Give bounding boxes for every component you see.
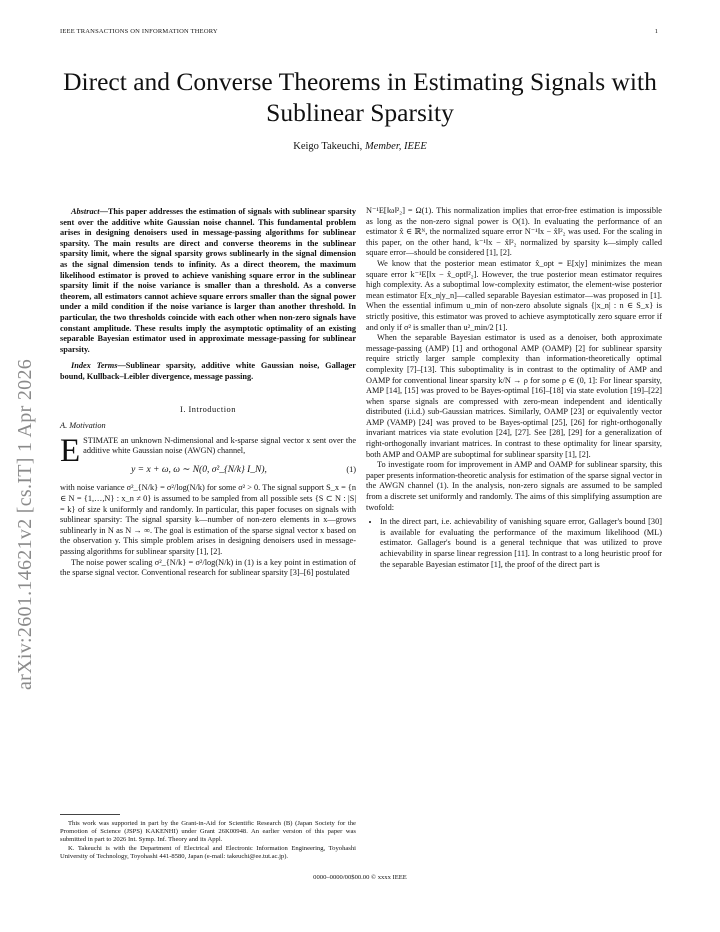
intro-paragraph-3: The noise power scaling σ²_{N/k} = σ²/log(N/k) in (1) is a key point in estimation of the sparse signal vector. Conventional research for sublinear sparsity [3]–[6] postulated (60, 557, 356, 578)
left-column (60, 207, 356, 579)
right-column (366, 206, 662, 570)
arxiv-stamp: arXiv:2601.14621v2 [cs.IT] 1 Apr 2026 (14, 358, 36, 690)
abstract (60, 207, 356, 355)
intro-paragraph-1 (60, 432, 356, 469)
equation-1 (60, 465, 356, 476)
right-paragraph-2: We know that the posterior mean estimator x̂_opt = E[x|y] minimizes the mean square error k⁻¹E[‖x − x̂_opt‖²₂]. However, the true posterior mean estimator requires high complexity. As a suboptimal low-complexity estimator, the element-wise posterior mean estimator E[x_n|y_n]—called separable Bayesian estimator—was proposed in [1]. When the essential infimum u_min of non-zero absolute signals {|x_n| : n ∈ S_x} is strictly positive, this estimator was proved to achieve asymptotically zero square error if and only if σ² is smaller than u²_min/2 [1]. (366, 258, 662, 332)
footnote-funding: This work was supported in part by the Grant-in-Aid for Scientific Research (B) (Japan Society for the Promotion of Science (JSPS) KAKENHI) under Grant 26K00948. An earlier version of this paper was submitted in part to 2026 Int. Symp. Inf. Theory and its Appl. (60, 820, 356, 844)
running-header: IEEE TRANSACTIONS ON INFORMATION THEORY (60, 28, 218, 35)
subsection-heading-motivation: A. Motivation (60, 421, 106, 431)
abstract-text: —This paper addresses the estimation of signals with sublinear sparsity sent over the additive white Gaussian noise channel. This fundamental problem arises in designing denoisers used in message-passing algorithms for sublinear sparsity. The main results are direct and converse theorems in the sublinear sparsity limit, where the signal sparsity grows sublinearly in the signal dimension as the signal dimension tends to infinity. As a direct theorem, the maximum likelihood estimator is proved to achieve vanishing square error in the sublinear sparsity limit if the noise variance is smaller than a threshold. As a converse theorem, all estimators cannot achieve square errors smaller than the signal power under a mild condition if the noise variance is larger than another threshold. In particular, the two thresholds coincide with each other when non-zero signals have constant amplitude. These results imply the asymptotic optimality of an existing separable Bayesian estimator used in approximate message-passing for sublinear sparsity. (60, 207, 356, 354)
footnote-rule (60, 814, 120, 815)
intro-paragraph-2: with noise variance σ²_{N/k} = σ²/log(N/k) for some σ² > 0. The signal support S_x = {n ∈ N = {1,…,N} : x_n ≠ 0} is assumed to be sampled from all possible sets {S ⊂ N : |S| = k} of size k uniformly and randomly. In particular, this paper focuses on signals with sublinear sparsity: The signal sparsity k—number of non-zero elements in x—grows sublinearly in N as N → ∞. The goal is estimation of the sparse signal vector x based on the observation y. This simple problem arises in designing denoisers used in message-passing algorithms for sublinear sparsity [1], [2]. (60, 483, 356, 557)
section-heading-introduction: I. Introduction (180, 404, 236, 414)
drop-cap: E (60, 432, 81, 469)
paper-title: Direct and Converse Theorems in Estimating Signals with Sublinear Sparsity (63, 67, 657, 127)
equation-1-number: (1) (346, 464, 356, 474)
equation-1-body: y = x + ω, ω ∼ N(0, σ²_{N/k} I_N), (131, 464, 267, 475)
footnote-affiliation: K. Takeuchi is with the Department of Electrical and Electronic Information Engineering, Toyohashi University of Technology, Toyohashi 441-8580, Japan (e-mail: takeuchi@ee.tut.ac.jp). (60, 844, 356, 860)
index-terms-text: —Sublinear sparsity, additive white Gaussian noise, Gallager bound, Kullback–Leibler divergence, message passing. (60, 361, 356, 381)
author-line (60, 141, 660, 152)
list-item: • In the direct part, i.e. achievability of vanishing square error, Gallager's bound [30] is available for evaluating the performance of the maximum likelihood (ML) estimator. Gallager's bound is a general technique that was utilized to prove achievability in sparse linear regression [11]. In contrast to a long heuristic proof for the separable Bayesian estimator [1], the proof of the direct part is (380, 517, 662, 570)
page-number: 1 (654, 28, 658, 35)
index-terms (60, 361, 356, 382)
intro-paragraph-1-text: STIMATE an unknown N-dimensional and k-sparse signal vector x sent over the additive white Gaussian noise (AWGN) channel, (83, 435, 356, 456)
right-paragraph-1: N⁻¹E[‖ω‖²₂] = Ω(1). This normalization implies that error-free estimation is impossible as long as the non-zero signal power is O(1). In evaluating the performance of an estimator x̂ ∈ ℝᴺ, the normalized square error N⁻¹‖x − x̂‖²₂ was used. For the scaling in this paper, on the other hand, k⁻¹‖x − x̂‖²₂ normalized by sparsity k—simply called square error—should be considered [1], [2]. (366, 206, 662, 258)
right-paragraph-4: To investigate room for improvement in AMP and OAMP for sublinear sparsity, this paper presents information-theoretic analysis for estimation of the sparse signal vector in the AWGN channel (1). In the analysis, non-zero signals are assumed to be sampled from a discrete set uniformly and randomly. The aims of this simplifying assumption are twofold: (366, 460, 662, 512)
copyright-line: 0000–0000/00$00.00 © xxxx IEEE (313, 874, 407, 881)
abstract-label: Abstract (71, 207, 100, 216)
index-terms-label: Index Terms (71, 361, 118, 371)
footnote (60, 820, 356, 861)
author-role: Member, IEEE (364, 141, 427, 152)
aims-list (366, 517, 662, 570)
author-name: Keigo Takeuchi, (293, 141, 363, 152)
right-paragraph-3: When the separable Bayesian estimator is used as a denoiser, both approximate message-passing (AMP) [1] and orthogonal AMP (OAMP) [2] for sublinear sparsity require strictly larger sample complexity than information-theoretically optimal complexity [7]–[13]. This suboptimality is in contrast to the optimality of AMP and OAMP for conventional linear sparsity k/N → ρ for some ρ ∈ (0, 1]: For linear sparsity, AMP [14], [15] was proved to be Bayes-optimal [16]–[18] via state evolution [19]–[22] when sparse signals are compressed with zero-mean independent and identically distributed (i.i.d.) sub-Gaussian matrices. Similarly, OAMP [23] or equivalently vector AMP (VAMP) [24] was proved to be Bayes-optimal [25], [26] for right-orthogonally invariant matrices via state evolution [24], [27]. See [28], [29] for a generalization of right-orthogonally invariant matrices. In contrast to these optimality for linear sparsity, both AMP and OAMP are suboptimal for sublinear sparsity [1], [2]. (366, 333, 662, 459)
